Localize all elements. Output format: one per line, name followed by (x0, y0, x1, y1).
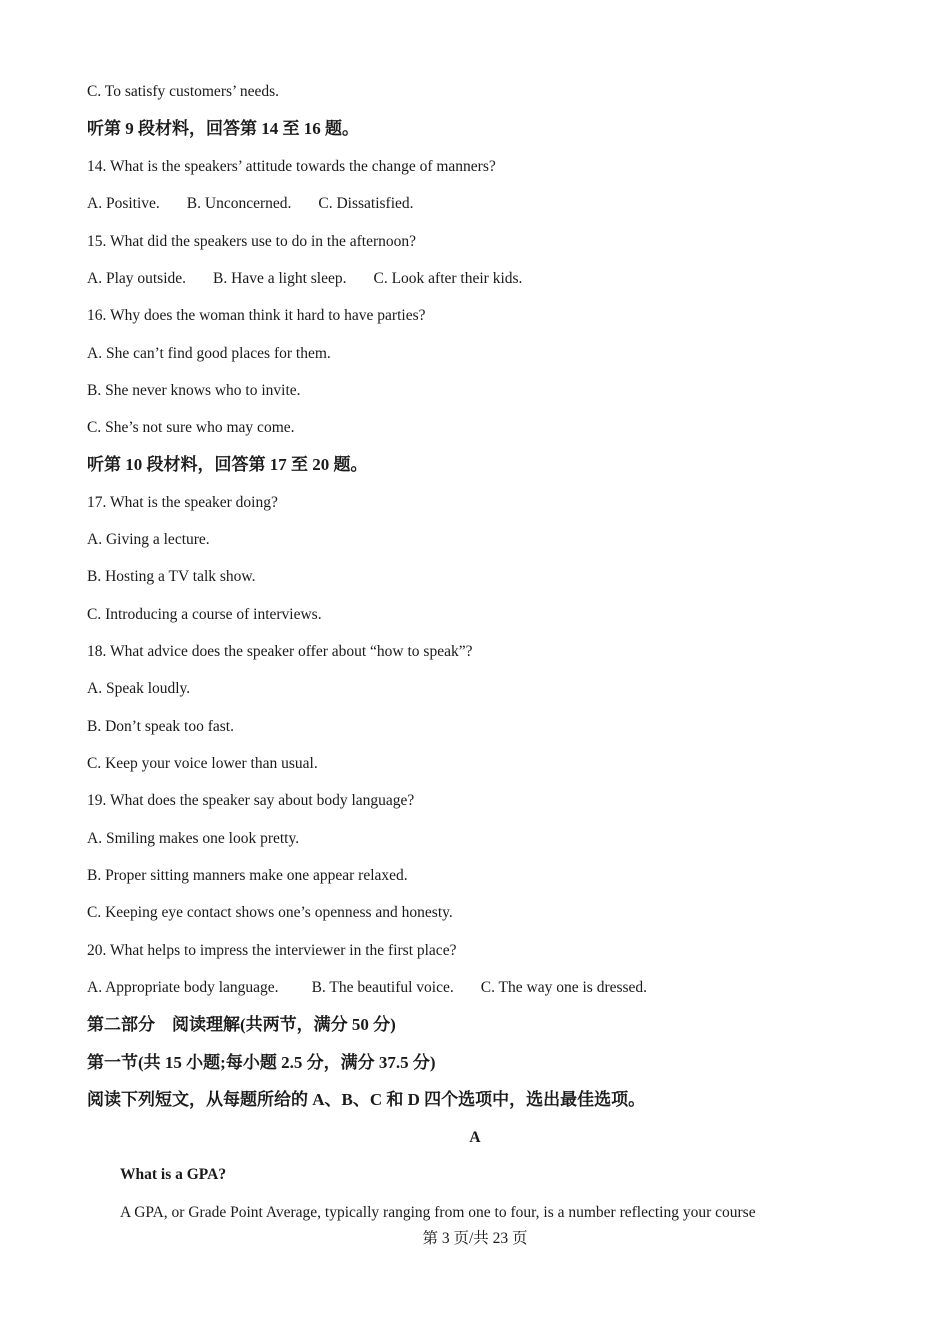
q16-option-b: B. She never knows who to invite. (87, 382, 301, 399)
question-19: 19. What does the speaker say about body language? (87, 792, 415, 809)
question-20-options (87, 978, 674, 998)
passage-label: A (469, 1129, 481, 1146)
question-17: 17. What is the speaker doing? (87, 494, 278, 511)
question-14-options (87, 194, 441, 214)
q16-option-c: C. She’s not sure who may come. (87, 419, 295, 436)
q19-option-a: A. Smiling makes one look pretty. (87, 830, 300, 847)
q17-option-b: B. Hosting a TV talk show. (87, 568, 256, 585)
q18-option-a: A. Speak loudly. (87, 680, 191, 697)
section-heading-9: 听第 9 段材料，回答第 14 至 16 题。 (87, 119, 359, 138)
page-footer: 第 3 页/共 23 页 (422, 1230, 528, 1247)
q15-option-c: C. Look after their kids. (373, 270, 523, 287)
question-20: 20. What helps to impress the interviewer in the first place? (87, 942, 457, 959)
q15-option-a: A. Play outside. (87, 270, 187, 287)
q14-option-c: C. Dissatisfied. (318, 195, 414, 212)
part-two-heading: 第二部分 阅读理解(共两节，满分 50 分) (87, 1015, 396, 1034)
question-14: 14. What is the speakers’ attitude towards the change of manners? (87, 158, 496, 175)
question-15: 15. What did the speakers use to do in the afternoon? (87, 233, 416, 250)
q19-option-c: C. Keeping eye contact shows one’s openness and honesty. (87, 904, 453, 921)
passage-title: What is a GPA? (120, 1166, 227, 1183)
q14-option-a: A. Positive. (87, 195, 160, 212)
question-16: 16. Why does the woman think it hard to have parties? (87, 307, 426, 324)
q17-option-a: A. Giving a lecture. (87, 531, 210, 548)
q18-option-b: B. Don’t speak too fast. (87, 718, 234, 735)
q20-option-c: C. The way one is dressed. (480, 979, 648, 996)
passage-text: A GPA, or Grade Point Average, typically ranging from one to four, is a number reflecting your course (120, 1204, 756, 1221)
question-18: 18. What advice does the speaker offer about “how to speak”? (87, 643, 473, 660)
q14-option-b: B. Unconcerned. (186, 195, 292, 212)
question-15-options (87, 269, 549, 289)
q16-option-a: A. She can’t find good places for them. (87, 345, 331, 362)
q15-option-b: B. Have a light sleep. (213, 270, 347, 287)
q20-option-b: B. The beautiful voice. (311, 979, 454, 996)
q20-option-a: A. Appropriate body language. (87, 979, 279, 996)
section-one-heading: 第一节(共 15 小题;每小题 2.5 分，满分 37.5 分) (87, 1053, 436, 1072)
section-heading-10: 听第 10 段材料，回答第 17 至 20 题。 (87, 455, 368, 474)
reading-instructions: 阅读下列短文，从每题所给的 A、B、C 和 D 四个选项中，选出最佳选项。 (87, 1090, 646, 1109)
q18-option-c: C. Keep your voice lower than usual. (87, 755, 318, 772)
q17-option-c: C. Introducing a course of interviews. (87, 606, 322, 623)
q19-option-b: B. Proper sitting manners make one appear relaxed. (87, 867, 408, 884)
q13-option-c: C. To satisfy customers’ needs. (87, 83, 280, 100)
